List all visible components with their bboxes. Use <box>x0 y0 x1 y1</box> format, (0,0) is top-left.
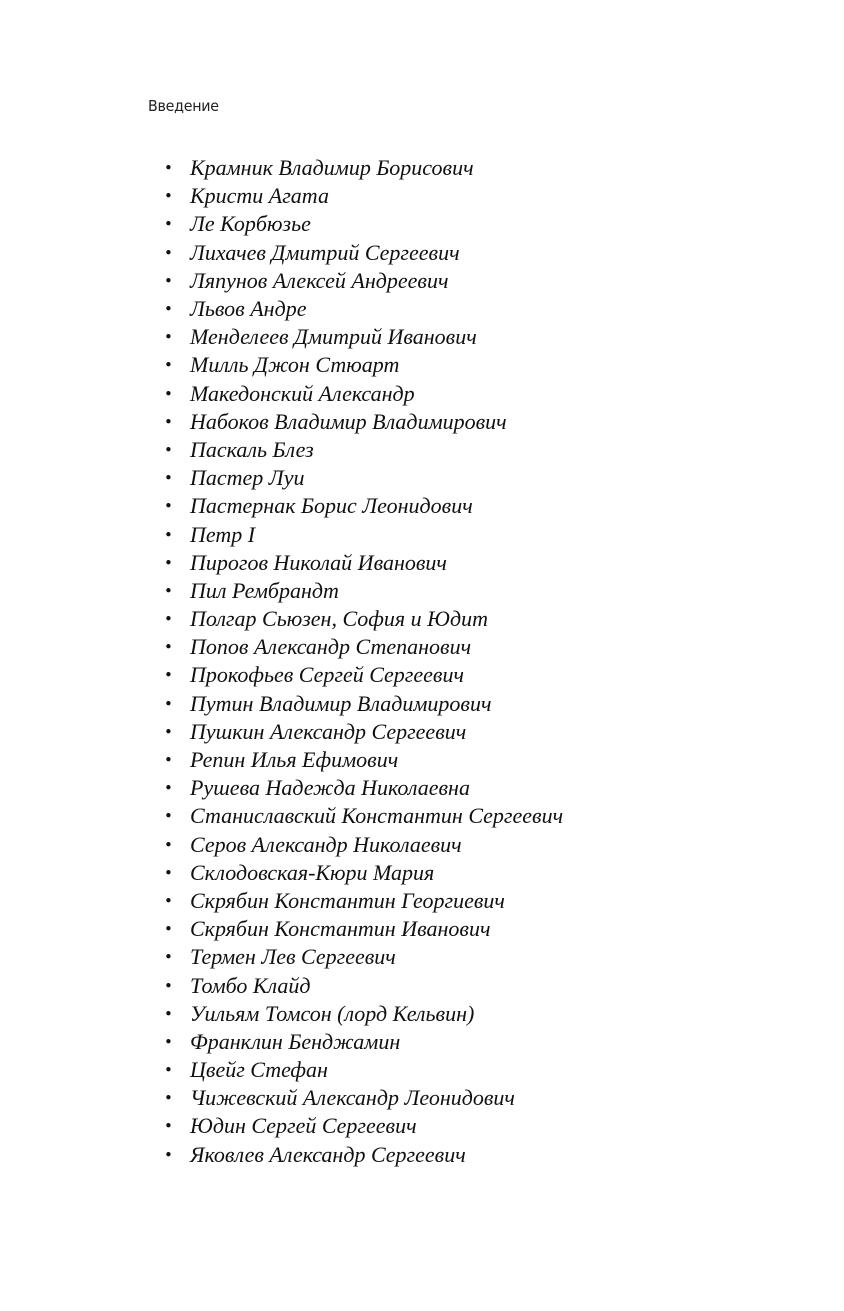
person-name: Лихачев Дмитрий Сергеевич <box>190 239 460 265</box>
list-item <box>162 323 563 351</box>
bullet-icon: • <box>164 215 173 234</box>
list-item <box>162 436 563 464</box>
person-name: Термен Лев Сергеевич <box>190 944 396 970</box>
list-item <box>162 690 563 718</box>
person-name: Рушева Надежда Николаевна <box>190 775 470 801</box>
bullet-icon: • <box>164 1089 173 1108</box>
person-name: Попов Александр Степанович <box>190 634 472 660</box>
bullet-icon: • <box>164 1061 173 1080</box>
person-name: Пастер Луи <box>190 465 305 491</box>
bullet-icon: • <box>164 1032 173 1051</box>
person-name: Склодовская-Кюри Мария <box>190 859 435 885</box>
person-name: Скрябин Константин Иванович <box>190 916 491 942</box>
list-item <box>162 661 563 689</box>
bullet-icon: • <box>164 159 173 178</box>
name-list <box>162 154 563 1169</box>
list-item <box>162 1141 563 1169</box>
bullet-icon: • <box>164 440 173 459</box>
list-item <box>162 915 563 943</box>
bullet-icon: • <box>164 891 173 910</box>
list-item <box>162 831 563 859</box>
bullet-icon: • <box>164 553 173 572</box>
list-item <box>162 154 563 182</box>
person-name: Ляпунов Алексей Андреевич <box>190 267 449 293</box>
person-name: Ле Корбюзье <box>190 211 311 237</box>
list-item <box>162 210 563 238</box>
bullet-icon: • <box>164 243 173 262</box>
bullet-icon: • <box>164 779 173 798</box>
person-name: Крамник Владимир Борисович <box>190 155 474 181</box>
bullet-icon: • <box>164 638 173 657</box>
person-name: Цвейг Стефан <box>190 1057 328 1083</box>
list-item <box>162 633 563 661</box>
running-head: Введение <box>148 97 219 115</box>
bullet-icon: • <box>164 835 173 854</box>
bullet-icon: • <box>164 722 173 741</box>
person-name: Репин Илья Ефимович <box>190 747 399 773</box>
bullet-icon: • <box>164 356 173 375</box>
list-item <box>162 1112 563 1140</box>
bullet-icon: • <box>164 666 173 685</box>
bullet-icon: • <box>164 863 173 882</box>
person-name: Пирогов Николай Иванович <box>190 549 447 575</box>
bullet-icon: • <box>164 469 173 488</box>
bullet-icon: • <box>164 976 173 995</box>
list-item <box>162 239 563 267</box>
bullet-icon: • <box>164 497 173 516</box>
person-name: Юдин Сергей Сергеевич <box>190 1113 417 1139</box>
bullet-icon: • <box>164 920 173 939</box>
list-item <box>162 464 563 492</box>
person-name: Уильям Томсон (лорд Кельвин) <box>190 1000 475 1026</box>
bullet-icon: • <box>164 384 173 403</box>
person-name: Станиславский Константин Сергеевич <box>190 803 564 829</box>
person-name: Петр I <box>190 521 256 547</box>
bullet-icon: • <box>164 300 173 319</box>
list-item <box>162 520 563 548</box>
list-item <box>162 971 563 999</box>
list-item <box>162 802 563 830</box>
bullet-icon: • <box>164 412 173 431</box>
bullet-icon: • <box>164 1145 173 1164</box>
list-item <box>162 774 563 802</box>
list-item <box>162 267 563 295</box>
person-name: Скрябин Константин Георгиевич <box>190 887 505 913</box>
list-item <box>162 549 563 577</box>
list-item <box>162 1028 563 1056</box>
list-item <box>162 943 563 971</box>
bullet-icon: • <box>164 948 173 967</box>
person-name: Пастернак Борис Леонидович <box>190 493 473 519</box>
list-item <box>162 1056 563 1084</box>
list-item <box>162 577 563 605</box>
person-name: Томбо Клайд <box>190 972 311 998</box>
person-name: Кристи Агата <box>190 183 329 209</box>
person-name: Набоков Владимир Владимирович <box>190 408 507 434</box>
list-item <box>162 1000 563 1028</box>
bullet-icon: • <box>164 807 173 826</box>
bullet-icon: • <box>164 694 173 713</box>
person-name: Полгар Сьюзен, София и Юдит <box>190 606 489 632</box>
list-item <box>162 295 563 323</box>
bullet-icon: • <box>164 610 173 629</box>
person-name: Пил Рембрандт <box>190 577 339 603</box>
list-item <box>162 605 563 633</box>
person-name: Паскаль Блез <box>190 436 314 462</box>
list-item <box>162 408 563 436</box>
person-name: Менделеев Дмитрий Иванович <box>190 324 477 350</box>
bullet-icon: • <box>164 1004 173 1023</box>
list-item <box>162 182 563 210</box>
list-item <box>162 492 563 520</box>
bullet-icon: • <box>164 328 173 347</box>
list-item <box>162 380 563 408</box>
list-item <box>162 351 563 379</box>
person-name: Чижевский Александр Леонидович <box>190 1085 515 1111</box>
bullet-icon: • <box>164 1117 173 1136</box>
list-item <box>162 859 563 887</box>
list-item <box>162 1084 563 1112</box>
person-name: Прокофьев Сергей Сергеевич <box>190 662 464 688</box>
list-item <box>162 746 563 774</box>
person-name: Милль Джон Стюарт <box>190 352 400 378</box>
bullet-icon: • <box>164 581 173 600</box>
bullet-icon: • <box>164 271 173 290</box>
bullet-icon: • <box>164 525 173 544</box>
person-name: Македонский Александр <box>190 380 415 406</box>
person-name: Франклин Бенджамин <box>190 1028 401 1054</box>
bullet-icon: • <box>164 751 173 770</box>
person-name: Львов Андре <box>190 296 307 322</box>
person-name: Яковлев Александр Сергеевич <box>190 1141 466 1167</box>
bullet-icon: • <box>164 187 173 206</box>
list-item <box>162 887 563 915</box>
person-name: Пушкин Александр Сергеевич <box>190 718 467 744</box>
person-name: Серов Александр Николаевич <box>190 831 462 857</box>
person-name: Путин Владимир Владимирович <box>190 690 492 716</box>
list-item <box>162 718 563 746</box>
